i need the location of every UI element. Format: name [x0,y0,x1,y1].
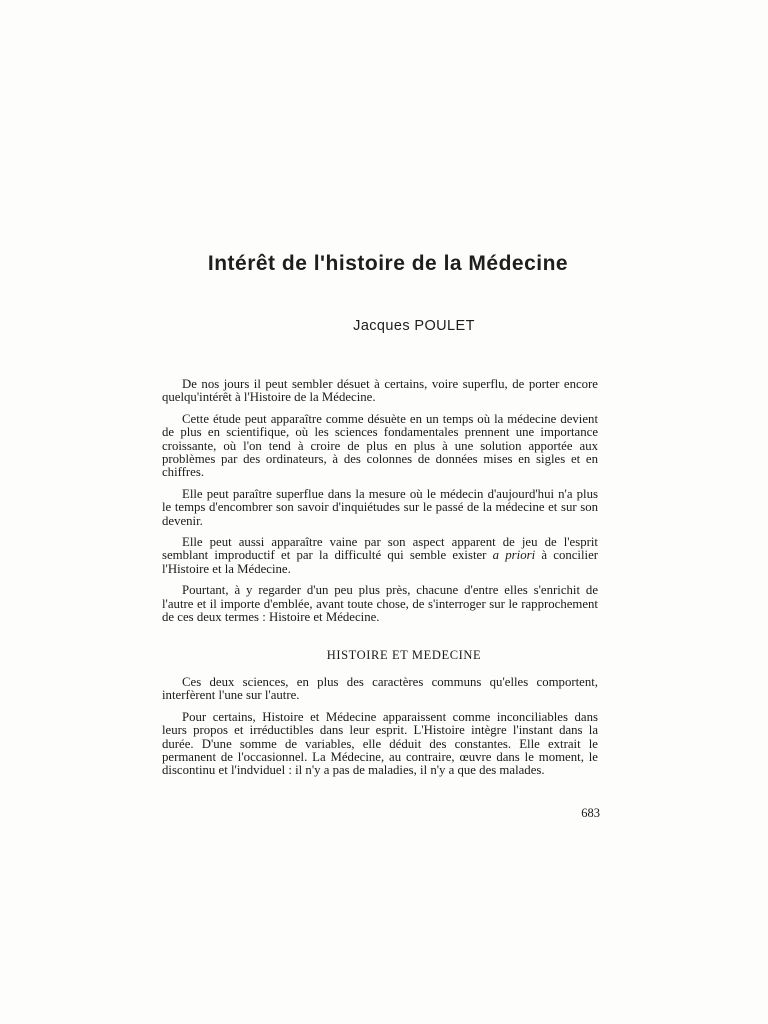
paragraph-text: De nos jours il peut sembler désuet à certains, voire superflu, de porter encore quelqu'intérêt à l'Histoire de la Médecine. [162,377,598,405]
section-heading: HISTOIRE ET MEDECINE [326,648,482,662]
paragraph-text: Elle peut aussi apparaître vaine par son aspect apparent de jeu de l'esprit semblant improductif et par la difficulté qui semble exister [162,535,598,563]
paragraph: Pour certains, Histoire et Médecine apparaissent comme inconciliables dans leurs propos et irréductibles dans leur esprit. L'Histoire intègre l'instant dans la durée. D'une somme de variables, elle déduit des constantes. Elle extrait le permanent de l'occasionnel. La Médecine, au contraire, œuvre dans le moment, le discontinu et l'indviduel : il n'y a pas de maladies, il n'y a que des malades. [162,709,598,778]
italic-phrase: a priori [492,548,536,563]
paragraph: Pourtant, à y regarder d'un peu plus près, chacune d'entre elles s'enrichit de l'autre et il importe d'emblée, avant toute chose, de s'interroger sur le rapprochement de ces deux termes : Histoire et Médecine. [162,583,598,625]
section-text-block [162,676,598,786]
paragraph [162,536,598,576]
page-number: 683 [581,806,600,820]
paragraph-text: à concilier l'Histoire et la Médecine. [162,548,599,576]
article-author: Jacques POULET [353,318,475,334]
paragraph [162,378,598,405]
paragraph: Ces deux sciences, en plus des caractères communs qu'elles comportent, interfèrent l'une sur l'autre. [162,675,598,703]
article-title: Intérêt de l'histoire de la Médecine [207,252,569,275]
paragraph: Elle peut paraître superflue dans la mesure où le médecin d'aujourd'hui n'a plus le temps d'encombrer son savoir d'inquiétudes sur le passé de la médecine et sur son devenir. [162,486,598,528]
intro-text-block [162,378,598,633]
paragraph: Cette étude peut apparaître comme désuète en un temps où la médecine devient de plus en scientifique, où les sciences fondamentales prennent une importance croissante, où l'on tend à croire de plus en plus à une solution apportée aux problèmes par des ordinateurs, à des colonnes de données mises en sigles et en chiffres. [162,411,598,480]
